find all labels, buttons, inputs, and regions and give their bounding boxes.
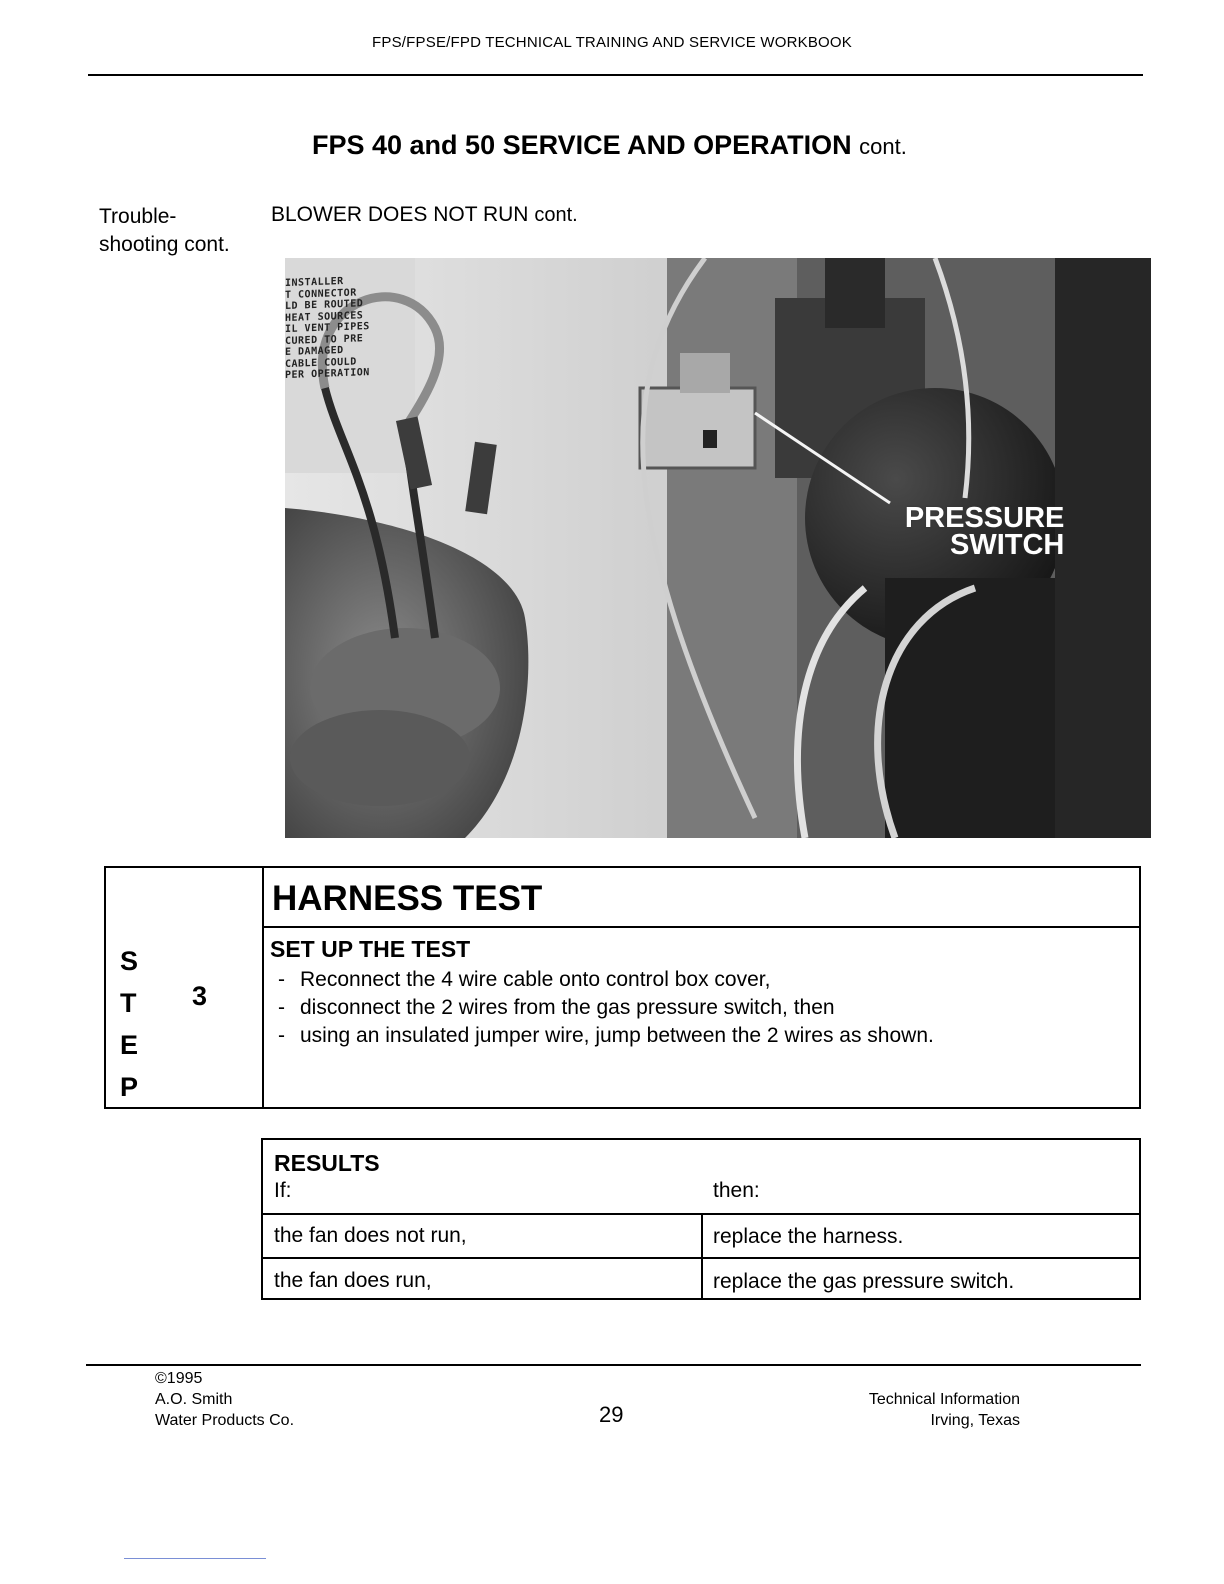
if-column-header: If:	[274, 1179, 292, 1202]
sticker-line: PER OPERATION	[285, 367, 370, 382]
result-then-cell: replace the harness.	[713, 1225, 904, 1248]
sticker-line: E DAMAGED	[285, 345, 344, 359]
running-header: FPS/FPSE/FPD TECHNICAL TRAINING AND SERVICE WORKBOOK	[372, 34, 852, 51]
side-label-line2: shooting cont.	[99, 233, 230, 256]
sticker-text	[285, 274, 403, 382]
callout-line1: PRESSURE	[904, 502, 1065, 534]
footer-rule	[86, 1364, 1141, 1366]
setup-item-text: disconnect the 2 wires from the gas pressure switch, then	[300, 996, 835, 1019]
results-column-divider	[701, 1213, 703, 1298]
setup-list	[278, 966, 934, 1050]
title-rule	[264, 926, 1139, 928]
step-letter: E	[120, 1030, 139, 1060]
then-column-header: then:	[713, 1179, 760, 1202]
step-divider	[262, 868, 264, 1107]
page-title-suffix: cont.	[859, 134, 907, 159]
step-box	[104, 866, 1141, 1109]
stray-rule	[124, 1558, 266, 1559]
right-shadow	[1055, 258, 1151, 838]
step-letters	[120, 940, 138, 1108]
setup-item-text: using an insulated jumper wire, jump between the 2 wires as shown.	[300, 1024, 934, 1047]
setup-item	[278, 994, 934, 1022]
department: Technical Information	[868, 1391, 1020, 1408]
result-if-cell: the fan does not run,	[274, 1224, 467, 1247]
side-label	[99, 203, 230, 259]
setup-heading: SET UP THE TEST	[270, 936, 471, 962]
side-label-line1: Trouble-	[99, 205, 177, 228]
section-heading-main: BLOWER DOES NOT RUN	[271, 203, 529, 226]
step-number: 3	[192, 981, 208, 1011]
section-heading-suffix: cont.	[534, 204, 578, 226]
header-rule	[88, 74, 1143, 76]
sticker-line: INSTALLER	[285, 276, 344, 290]
knuckle-2	[290, 710, 470, 806]
pressure-switch-top	[680, 353, 730, 393]
results-heading: RESULTS	[274, 1150, 380, 1176]
copyright: ©1995	[155, 1370, 203, 1387]
company-line2: Water Products Co.	[155, 1412, 295, 1429]
pressure-switch-callout	[892, 502, 1065, 561]
sticker-line: CABLE COULD	[285, 356, 357, 370]
sticker-line: HEAT SOURCES	[285, 309, 364, 324]
test-title: HARNESS TEST	[272, 879, 543, 918]
footer-left	[155, 1368, 294, 1431]
company-line1: A.O. Smith	[155, 1391, 233, 1408]
page-title-main: FPS 40 and 50 SERVICE AND OPERATION	[312, 130, 852, 160]
callout-line2: SWITCH	[950, 529, 1065, 561]
sticker-line: CURED TO PRE	[285, 332, 364, 347]
sticker-line: IL VENT PIPES	[285, 321, 370, 336]
result-if-cell: the fan does run,	[274, 1269, 432, 1292]
step-letter: S	[120, 946, 139, 976]
setup-item-text: Reconnect the 4 wire cable onto control box cover,	[300, 968, 771, 991]
pressure-switch-body	[640, 388, 755, 468]
harness-test-photo	[285, 258, 1151, 838]
location: Irving, Texas	[930, 1412, 1020, 1429]
switch-terminal	[703, 430, 717, 448]
section-heading	[271, 203, 578, 227]
page-number: 29	[599, 1402, 624, 1427]
setup-item	[278, 1022, 934, 1050]
step-letter: P	[120, 1072, 139, 1102]
page-title	[312, 130, 907, 161]
valve-top	[825, 258, 885, 328]
step-letter: T	[120, 988, 137, 1018]
results-table	[261, 1138, 1141, 1300]
setup-item	[278, 966, 934, 994]
sticker-line: LD BE ROUTED	[285, 298, 364, 313]
result-then-cell: replace the gas pressure switch.	[713, 1270, 1015, 1293]
sticker-line: T CONNECTOR	[285, 287, 357, 301]
footer-right	[820, 1389, 1020, 1431]
